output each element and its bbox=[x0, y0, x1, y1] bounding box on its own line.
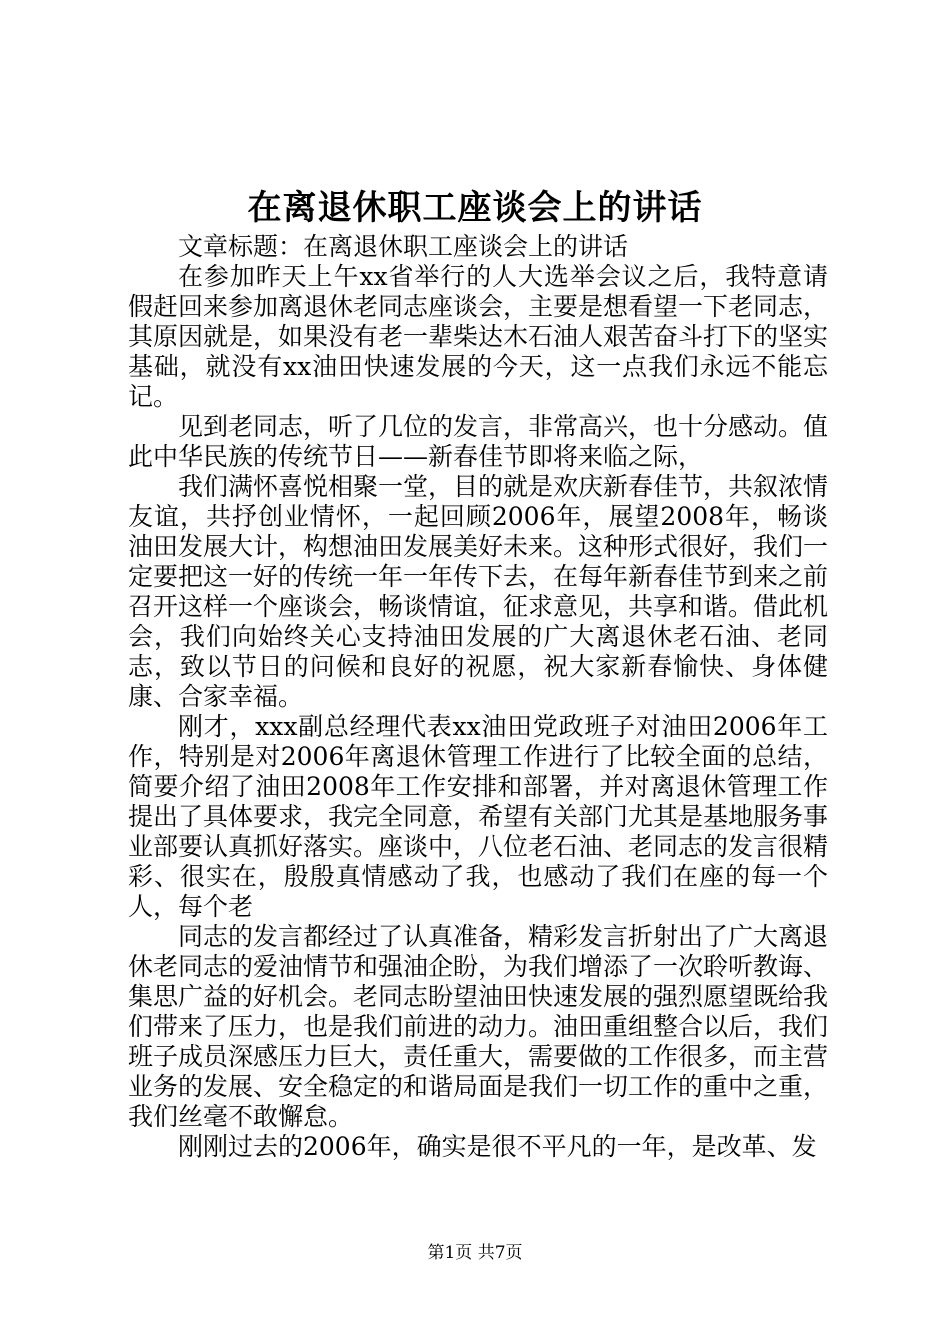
document-title: 在离退休职工座谈会上的讲话 bbox=[247, 188, 703, 228]
paragraph: 在参加昨天上午xx省举行的人大选举会议之后，我特意请假赶回来参加离退休老同志座谈会，主要是想看望一下老同志，其原因就是，如果没有老一辈柴达木石油人艰苦奋斗打下的坚实基础，就没有xx油田快速发展的今天，这一点我们永远不能忘记。 bbox=[128, 262, 829, 411]
document-body bbox=[128, 232, 828, 1162]
page-footer: 第1页 共7页 bbox=[427, 1243, 523, 1263]
paragraph: 我们满怀喜悦相聚一堂，目的就是欢庆新春佳节，共叙浓情友谊，共抒创业情怀，一起回顾2006年，展望2008年，畅谈油田发展大计，构想油田发展美好未来。这种形式很好，我们一定要把这一好的传统一年一年传下去，在每年新春佳节到来之前召开这样一个座谈会，畅谈情谊，征求意见，共享和谐。借此机会，我们向始终关心支持油田发展的广大离退休老石油、老同志，致以节日的问候和良好的祝愿，祝大家新春愉快、身体健康、合家幸福。 bbox=[128, 472, 829, 711]
paragraph-article-title: 文章标题：在离退休职工座谈会上的讲话 bbox=[178, 232, 629, 261]
paragraph: 见到老同志，听了几位的发言，非常高兴，也十分感动。值此中华民族的传统节日——新春佳节即将来临之际， bbox=[128, 412, 829, 471]
paragraph: 刚刚过去的2006年，确实是很不平凡的一年，是改革、发 bbox=[178, 1132, 817, 1161]
paragraph: 同志的发言都经过了认真准备，精彩发言折射出了广大离退休老同志的爱油情节和强油企盼，为我们增添了一次聆听教诲、集思广益的好机会。老同志盼望油田快速发展的强烈愿望既给我们带来了压力，也是我们前进的动力。油田重组整合以后，我们班子成员深感压力巨大，责任重大，需要做的工作很多，而主营业务的发展、安全稳定的和谐局面是我们一切工作的重中之重，我们丝毫不敢懈怠。 bbox=[128, 922, 829, 1131]
paragraph: 刚才，xxx副总经理代表xx油田党政班子对油田2006年工作，特别是对2006年离退休管理工作进行了比较全面的总结，简要介绍了油田2008年工作安排和部署，并对离退休管理工作提出了具体要求，我完全同意，希望有关部门尤其是基地服务事业部要认真抓好落实。座谈中，八位老石油、老同志的发言很精彩、很实在，殷殷真情感动了我，也感动了我们在座的每一个人，每个老 bbox=[128, 712, 829, 921]
